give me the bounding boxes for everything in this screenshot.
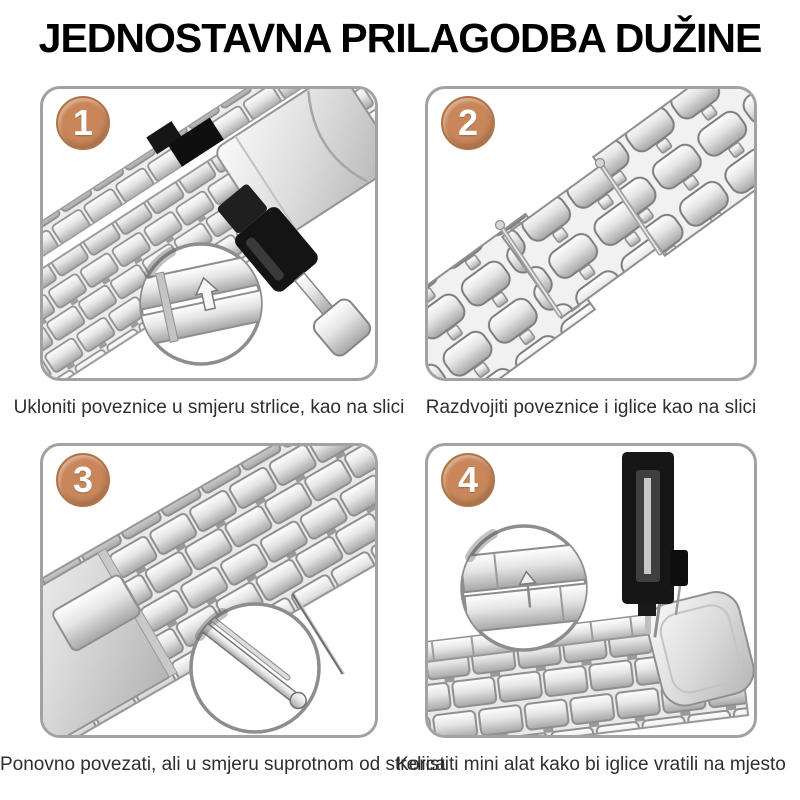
step-4-panel	[425, 443, 757, 738]
step-number-badge	[441, 96, 495, 150]
step-1	[13, 86, 405, 443]
step-3-caption: Ponovno povezati, ali u smjeru suprotnom od strelica	[0, 754, 446, 775]
step-4-caption: Koristiti mini alat kako bi iglice vratili na mjesto	[396, 754, 786, 775]
step-number: 3	[72, 459, 94, 500]
steps-grid	[0, 86, 800, 800]
step-number: 2	[457, 102, 479, 143]
step-number: 4	[457, 459, 479, 500]
step-2	[425, 86, 757, 443]
step-3	[0, 443, 446, 800]
step-number-badge	[441, 453, 495, 507]
page-title: JEDNOSTAVNA PRILAGODBA DUŽINE	[38, 15, 762, 61]
step-4	[396, 443, 786, 800]
step-1-caption: Ukloniti poveznice u smjeru strlice, kao na slici	[13, 397, 405, 418]
step-number: 1	[72, 102, 94, 143]
magnifier-circle	[191, 604, 319, 732]
step-3-panel	[40, 443, 378, 738]
step-2-panel	[425, 86, 757, 381]
step-1-panel	[40, 86, 378, 381]
step-number-badge	[56, 453, 110, 507]
step-number-badge	[56, 96, 110, 150]
step-2-caption: Razdvojiti poveznice i iglice kao na slici	[425, 397, 757, 418]
